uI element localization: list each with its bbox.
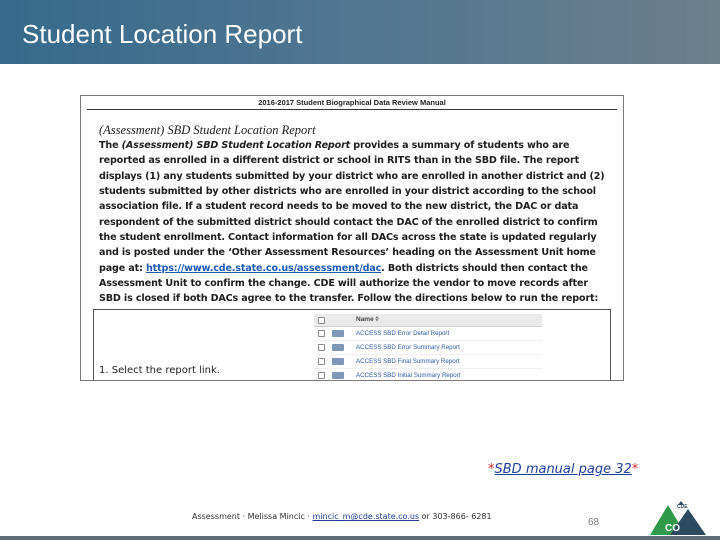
header-bar: [0, 0, 720, 64]
manual-header: 2016-2017 Student Biographical Data Review Manual: [258, 98, 446, 107]
bottom-rule: [0, 536, 720, 540]
report-row[interactable]: [314, 369, 542, 381]
report-table: [314, 314, 542, 381]
body-intro: The: [99, 140, 122, 151]
page-number: 68: [588, 517, 600, 528]
manual-ref-suffix: *: [631, 462, 639, 477]
report-link[interactable]: ACCESS SBD Initial Summary Report: [356, 372, 461, 379]
row-checkbox[interactable]: [318, 358, 325, 365]
cde-colorado-logo-icon: [648, 501, 706, 535]
manual-page-link[interactable]: SBD manual page 32: [494, 462, 632, 477]
dac-link[interactable]: https://www.cde.state.co.us/assessment/dac: [145, 262, 382, 274]
manual-excerpt: [80, 95, 624, 381]
slide-title: Student Location Report: [22, 19, 303, 49]
logo-cde-text: CDE: [677, 504, 688, 510]
report-link[interactable]: ACCESS SBD Error Summary Report: [356, 344, 460, 351]
report-row[interactable]: [314, 355, 542, 369]
report-icon: [332, 372, 344, 379]
step-box: [93, 309, 611, 381]
name-column-header[interactable]: Name ◊: [356, 316, 379, 323]
row-checkbox[interactable]: [318, 344, 325, 351]
report-table-header: [314, 314, 542, 327]
footer-email-link[interactable]: mincic_m@cde.state.co.us: [312, 512, 420, 521]
footer-suffix: or 303-866- 6281: [419, 512, 492, 521]
body-report-name: (Assessment) SBD Student Location Report: [121, 140, 351, 151]
manual-header-rule: [87, 109, 617, 110]
manual-ref-prefix: *: [488, 462, 495, 477]
select-all-checkbox[interactable]: [318, 317, 325, 324]
manual-page-reference: [488, 462, 638, 477]
report-link[interactable]: ACCESS SBD Final Summary Report: [356, 358, 460, 365]
row-checkbox[interactable]: [318, 372, 325, 379]
report-icon: [332, 358, 344, 365]
row-checkbox[interactable]: [318, 330, 325, 337]
section-title: (Assessment) SBD Student Location Report: [99, 123, 316, 137]
report-icon: [332, 344, 344, 351]
body-part2: . Both districts should then contact the Assessment Unit to confirm the change. CDE will authorize the vendor to move records after SBD is closed if both DACs agree to the transfer. Follow the directions below to run the report:: [99, 262, 599, 305]
section-body: [99, 138, 611, 307]
report-row[interactable]: [314, 327, 542, 341]
report-link[interactable]: ACCESS SBD Error Detail Report: [356, 330, 450, 337]
step-1-text: 1. Select the report link.: [99, 365, 220, 376]
body-part1: provides a summary of students who are reported as enrolled in a different district or school in RITS than in the SBD file. The report displays (1) any students submitted by your district who are enrolled in another district and (2) students submitted by other districts who are enrolled in your district according to the school association file. If a student record needs to be moved to the new district, the DAC or data respondent of the submitted district should contact the DAC of the enrolled district to confirm the student enrollment. Contact information for all DACs across the state is updated regularly and is posted under the ‘Other Assessment Resources’ heading on the Assessment Unit home page at:: [99, 140, 605, 274]
footer-contact: [192, 512, 492, 521]
report-icon: [332, 330, 344, 337]
logo-co-text: CO: [665, 523, 680, 534]
footer-prefix: Assessment · Melissa Mincic ·: [192, 512, 313, 521]
report-row[interactable]: [314, 341, 542, 355]
